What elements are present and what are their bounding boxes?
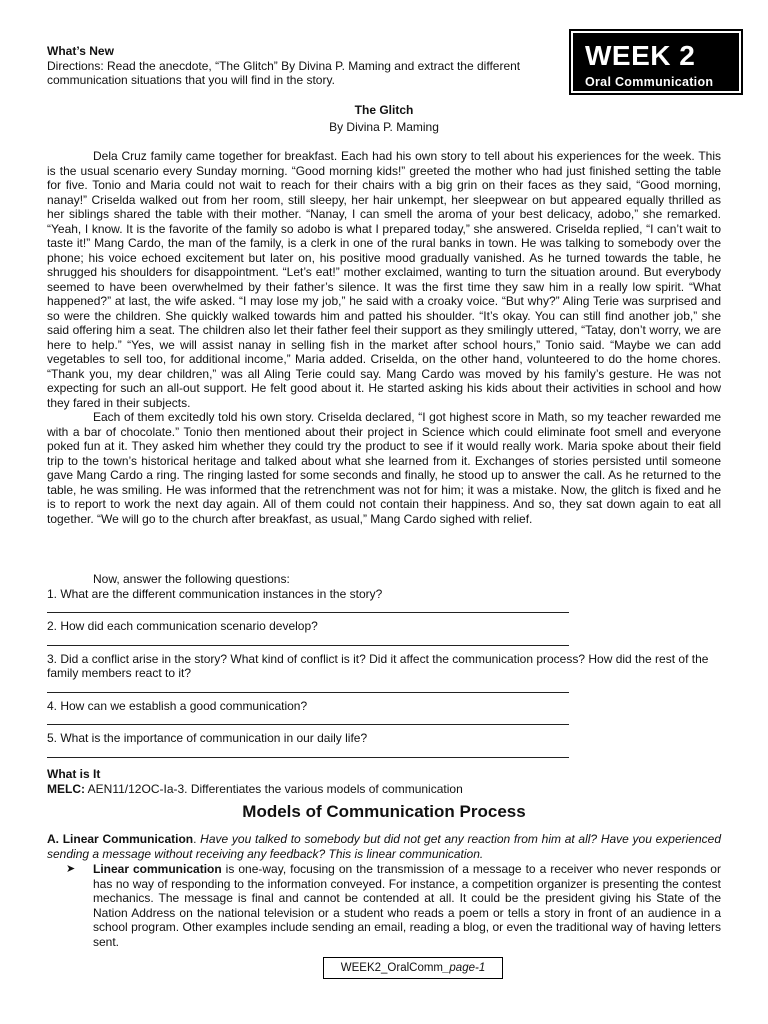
answer-line[interactable]	[47, 746, 569, 758]
question-item: 3. Did a conflict arise in the story? What kind of conflict is it? Did it affect the communication process? How did the rest of the family members react to it?	[47, 651, 709, 680]
subject-label: Oral Communication	[585, 75, 714, 89]
answer-line[interactable]	[47, 634, 569, 646]
story-paragraph: Each of them excitedly told his own story. Criselda declared, “I got highest score in Math, so my teacher rewarded me with a bar of chocolate.” Tonio then mentioned about their project in Science which could eliminate foot smell and everyone poked fun at it. They asked him whether they could try the product to see if it would really work. Maria spoke about their field trip to the town’s historical heritage and talked about what she learned from it. Exchanges of stories persisted until someone gave Mang Cardo a ring. The ringing lasted for some seconds and finally, he stood up to answer the call. As he returned to the table, he was smiling. He was informed that the retrenchment was not for him; it was a mistake. Now, the glitch is fixed and he is to report to work the next day again. All of them could not contain their happiness. And so, they sat down again to eat all together. “We will go to the church after breakfast, as usual,” Mang Cardo sighed with relief.	[47, 410, 721, 526]
models-title: Models of Communication Process	[242, 802, 526, 821]
bullet-body: is one-way, focusing on the transmission of a message to a receiver who never responds or has no way of responding to the information conveyed. For instance, a competition organizer is presenting the contest mechanics. The message is final and cannot be contended at all. It could be the president giving his State of the Nation Address on the national television or a student who reads a poem or tells a story in front of an audience in a school program. Other examples include sending an email, reading a blog, or even the traditional way of having letters sent.	[93, 862, 721, 949]
linear-bullet-text	[93, 862, 721, 949]
what-is-it-section	[47, 767, 721, 796]
story-author: By Divina P. Maming	[329, 120, 439, 134]
linear-label: A. Linear Communication	[47, 832, 194, 846]
week-badge	[573, 33, 739, 91]
answer-line[interactable]	[47, 713, 569, 725]
whats-new-heading: What’s New	[47, 44, 114, 58]
linear-bullet	[66, 862, 721, 949]
linear-question: Have you talked to somebody but did not get any reaction from him at all? Have you experienced sending a message without receiving any feedback? This is linear communication.	[47, 832, 721, 861]
footer-prefix: WEEK2_OralComm	[340, 962, 444, 974]
question-item: 1. What are the different communication instances in the story?	[47, 586, 383, 601]
what-is-it-heading: What is It	[47, 767, 101, 781]
week-title: WEEK 2	[585, 40, 696, 71]
question-item: 4. How can we establish a good communication?	[47, 698, 308, 713]
melc-text: AEN11/12OC-Ia-3. Differentiates the various models of communication	[85, 781, 463, 796]
questions-section	[47, 572, 721, 764]
story-body	[47, 149, 721, 526]
melc-label: MELC:	[47, 781, 85, 796]
answer-line[interactable]	[47, 601, 569, 613]
questions-intro: Now, answer the following questions:	[93, 572, 290, 586]
footer-suffix: _page-1	[443, 962, 486, 974]
bullet-term: Linear communication	[93, 862, 222, 876]
directions-text: Directions: Read the anecdote, “The Glitch” By Divina P. Maming and extract the different communication situations that you will find in the story.	[47, 58, 521, 87]
question-item: 2. How did each communication scenario develop?	[47, 619, 318, 633]
arrow-bullet-icon: ➤	[66, 863, 76, 875]
question-item: 5. What is the importance of communication in our daily life?	[47, 731, 368, 745]
melc-line	[47, 782, 721, 797]
story-paragraph: Dela Cruz family came together for breakfast. Each had his own story to tell about his experiences for the week. This is the usual scenario every Sunday morning. “Good morning kids!” greeted the mother who had just finished setting the table for five. Tonio and Maria could not wait to reach for their chairs with a big grin on their faces as they said, “Good morning, nanay!” Criselda walked out from her room, still sleepy, her hair unkempt, her sleepwear on but appeared equally thrilled as her siblings shared the table with their mother. “Nanay, I can smell the aroma of your best delicacy, adobo,” she remarked. “Yeah, I know. It is the favorite of the family so adobo is what I prepared today,” she answered. Criselda replied, “I can’t wait to taste it!” Mang Cardo, the man of the family, is a clerk in one of the rural banks in town. He was talking to somebody over the phone; his voice echoed excitement but later on, his positive mood gradually vanished. As he turned towards the table, he shrugged his shoulders for disappointment. “Let’s eat!” mother exclaimed, wanting to turn the situation around. But everybody seemed to have been overwhelmed by their father’s silence. It was the first time they saw him in a really low spirit. “What happened?” at last, the wife asked. “I may lose my job,” he said with a croaky voice. “But why?” Aling Terie was surprised and so were the children. She quickly walked towards him and patted his shoulder. “It’s okay. You can still find another job,” she said offering him a seat. The children also let their father feel their support as they smilingly uttered, “Tatay, don’t worry, we are here to help.” “Yes, we will assist nanay in selling fish in the market after school hours,” Tonio said. “Maybe we can add vegetables to sell too, for additional income,” Maria added. Criselda, on the other hand, volunteered to do the home chores. “Thank you, my dear children,” was all Aling Terie could say. Mang Cardo was moved by his family’s gesture. He was not expecting for such an all-out support. He felt good about it. He started asking his kids about their activities in school and how they fared in their subjects.	[47, 149, 721, 410]
whats-new-section	[47, 44, 562, 88]
linear-intro: A. Linear Communication. Have you talked to somebody but did not get any reaction from him at all? Have you experienced sending a message without receiving any feedback? This is linear communication.	[47, 832, 721, 861]
story-title: The Glitch	[354, 103, 414, 117]
page-footer	[323, 957, 503, 979]
answer-line[interactable]	[47, 681, 569, 693]
